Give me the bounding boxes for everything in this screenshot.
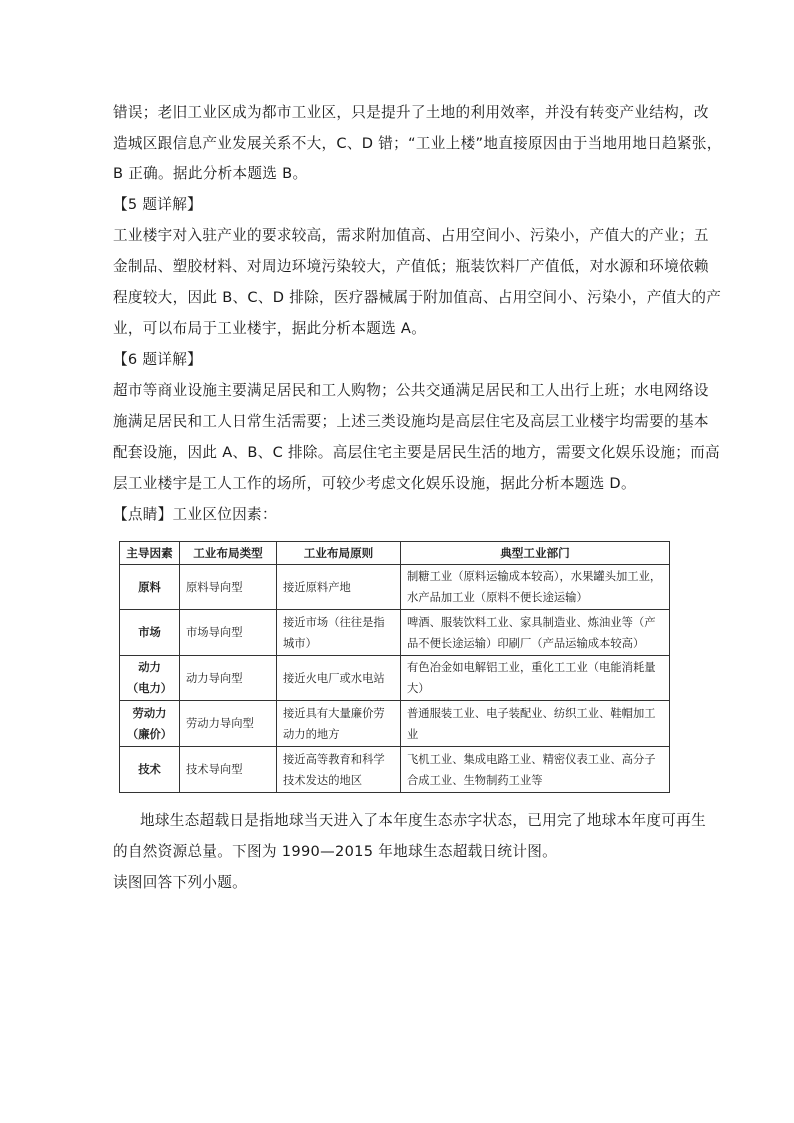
table-row [120, 565, 670, 610]
paragraph-line: 程度较大，因此 B、C、D 排除，医疗器械属于附加值高、占用空间小、污染小，产值大的产 [113, 289, 722, 306]
cell-principle: 接近火电厂或水电站 [277, 656, 401, 701]
cell-type: 技术导向型 [180, 747, 277, 793]
factor-name: 动力 [138, 661, 161, 674]
paragraph-line: 层工业楼宇是工人工作的场所，可较少考虑文化娱乐设施，据此分析本题选 D。 [113, 475, 636, 492]
cell-factor [120, 565, 180, 610]
factor-name: 技术 [138, 763, 161, 776]
paragraph-line: 业，可以布局于工业楼宇，据此分析本题选 A。 [113, 320, 427, 337]
paragraph-line: 造城区跟信息产业发展关系不大，C、D 错；“工业上楼”地直接原因由于当地用地日趋紧张， [113, 135, 722, 152]
table-row [120, 747, 670, 793]
paragraph-line: 金制品、塑胶材料、对周边环境污染较大，产值低；瓶装饮料厂产值低，对水源和环境依赖 [113, 258, 709, 275]
paragraph-line: 超市等商业设施主要满足居民和工人购物；公共交通满足居民和工人出行上班；水电网络设 [113, 382, 709, 399]
paragraph-line: 的自然资源总量。下图为 1990—2015 年地球生态超载日统计图。 [113, 843, 558, 860]
cell-factor [120, 747, 180, 793]
cell-factor [120, 610, 180, 656]
cell-type: 劳动力导向型 [180, 701, 277, 747]
paragraph-line: 读图回答下列小题。 [113, 874, 248, 891]
cell-factor [120, 701, 180, 747]
cell-examples: 制糖工业（原料运输成本较高），水果罐头加工业，水产品加工业（原料不便长途运输） [401, 565, 670, 610]
cell-type: 动力导向型 [180, 656, 277, 701]
table-header-row [120, 542, 670, 565]
header-type: 工业布局类型 [180, 542, 277, 565]
cell-factor [120, 656, 180, 701]
table-row [120, 701, 670, 747]
factor-qualifier: （电力） [126, 682, 173, 695]
paragraph-line: 配套设施，因此 A、B、C 排除。高层住宅主要是居民生活的地方，需要文化娱乐设施；而高 [113, 444, 720, 461]
cell-principle: 接近高等教育和科学技术发达的地区 [277, 747, 401, 793]
cell-examples: 啤酒、服装饮料工业、家具制造业、炼油业等（产品不便长途运输）印刷厂（产品运输成本较高） [401, 610, 670, 656]
cell-principle: 接近原料产地 [277, 565, 401, 610]
header-examples: 典型工业部门 [401, 542, 670, 565]
header-factor: 主导因素 [120, 542, 180, 565]
factor-name: 原料 [138, 580, 161, 594]
table-row [120, 656, 670, 701]
cell-principle: 接近具有大量廉价劳动力的地方 [277, 701, 401, 747]
section-heading-tips: 【点睛】工业区位因素： [113, 506, 277, 523]
paragraph-line: 施满足居民和工人日常生活需要；上述三类设施均是高层住宅及高层工业楼宇均需要的基本 [113, 413, 709, 430]
cell-type: 原料导向型 [180, 565, 277, 610]
paragraph-line: B 正确。据此分析本题选 B。 [113, 165, 308, 182]
cell-type: 市场导向型 [180, 610, 277, 656]
factor-name: 市场 [138, 626, 161, 639]
section-heading-q6: 【6 题详解】 [113, 351, 202, 368]
cell-examples: 普通服装工业、电子装配业、纺织工业、鞋帽加工业 [401, 701, 670, 747]
table-row [120, 610, 670, 656]
cell-principle: 接近市场（往往是指城市） [277, 610, 401, 656]
cell-examples: 飞机工业、集成电路工业、精密仪表工业、高分子合成工业、生物制药工业等 [401, 747, 670, 793]
section-heading-q5: 【5 题详解】 [113, 196, 202, 213]
paragraph-line: 工业楼宇对入驻产业的要求较高，需求附加值高、占用空间小、污染小，产值大的产业；五 [113, 227, 709, 244]
paragraph-line: 地球生态超载日是指地球当天进入了本年度生态赤字状态，已用完了地球本年度可再生 [140, 812, 706, 829]
factor-qualifier: （廉价） [126, 727, 173, 741]
paragraph-line: 错误；老旧工业区成为都市工业区，只是提升了土地的利用效率，并没有转变产业结构，改 [113, 104, 709, 121]
factor-name: 劳动力 [132, 706, 167, 720]
industry-location-table [119, 541, 670, 793]
cell-examples: 有色冶金如电解铝工业，重化工工业（电能消耗量大） [401, 656, 670, 701]
header-principle: 工业布局原则 [277, 542, 401, 565]
